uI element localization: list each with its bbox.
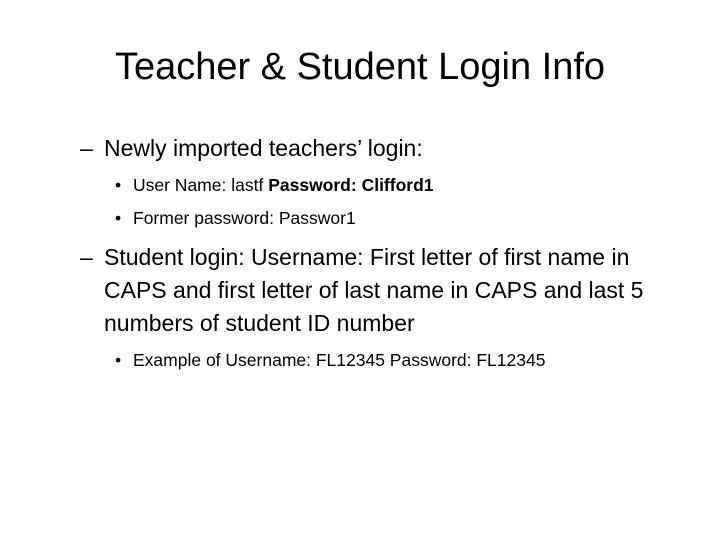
dot-bullet-icon: • xyxy=(115,175,122,195)
teachers-login-heading: Newly imported teachers’ login: xyxy=(104,135,423,161)
dash-bullet-icon: – xyxy=(80,244,93,270)
dot-bullet-icon: • xyxy=(115,208,122,228)
dot-bullet-icon: • xyxy=(115,350,122,370)
user-name-label: User Name: xyxy=(133,175,232,195)
slide-title: Teacher & Student Login Info xyxy=(114,46,606,88)
teacher-credentials-text xyxy=(133,173,434,197)
teacher-password: Password: Clifford1 xyxy=(268,175,434,195)
user-name-value: lastf xyxy=(231,175,264,195)
former-password-text: Former password: Passwor1 xyxy=(133,208,356,228)
student-login-text: Student login: Username: First letter of first name in CAPS and first letter of last name in CAPS and last 5 numbers of student ID number xyxy=(104,244,644,336)
dash-bullet-icon: – xyxy=(80,135,93,161)
username-example-text: Example of Username: FL12345 Password: FL12345 xyxy=(133,350,546,370)
